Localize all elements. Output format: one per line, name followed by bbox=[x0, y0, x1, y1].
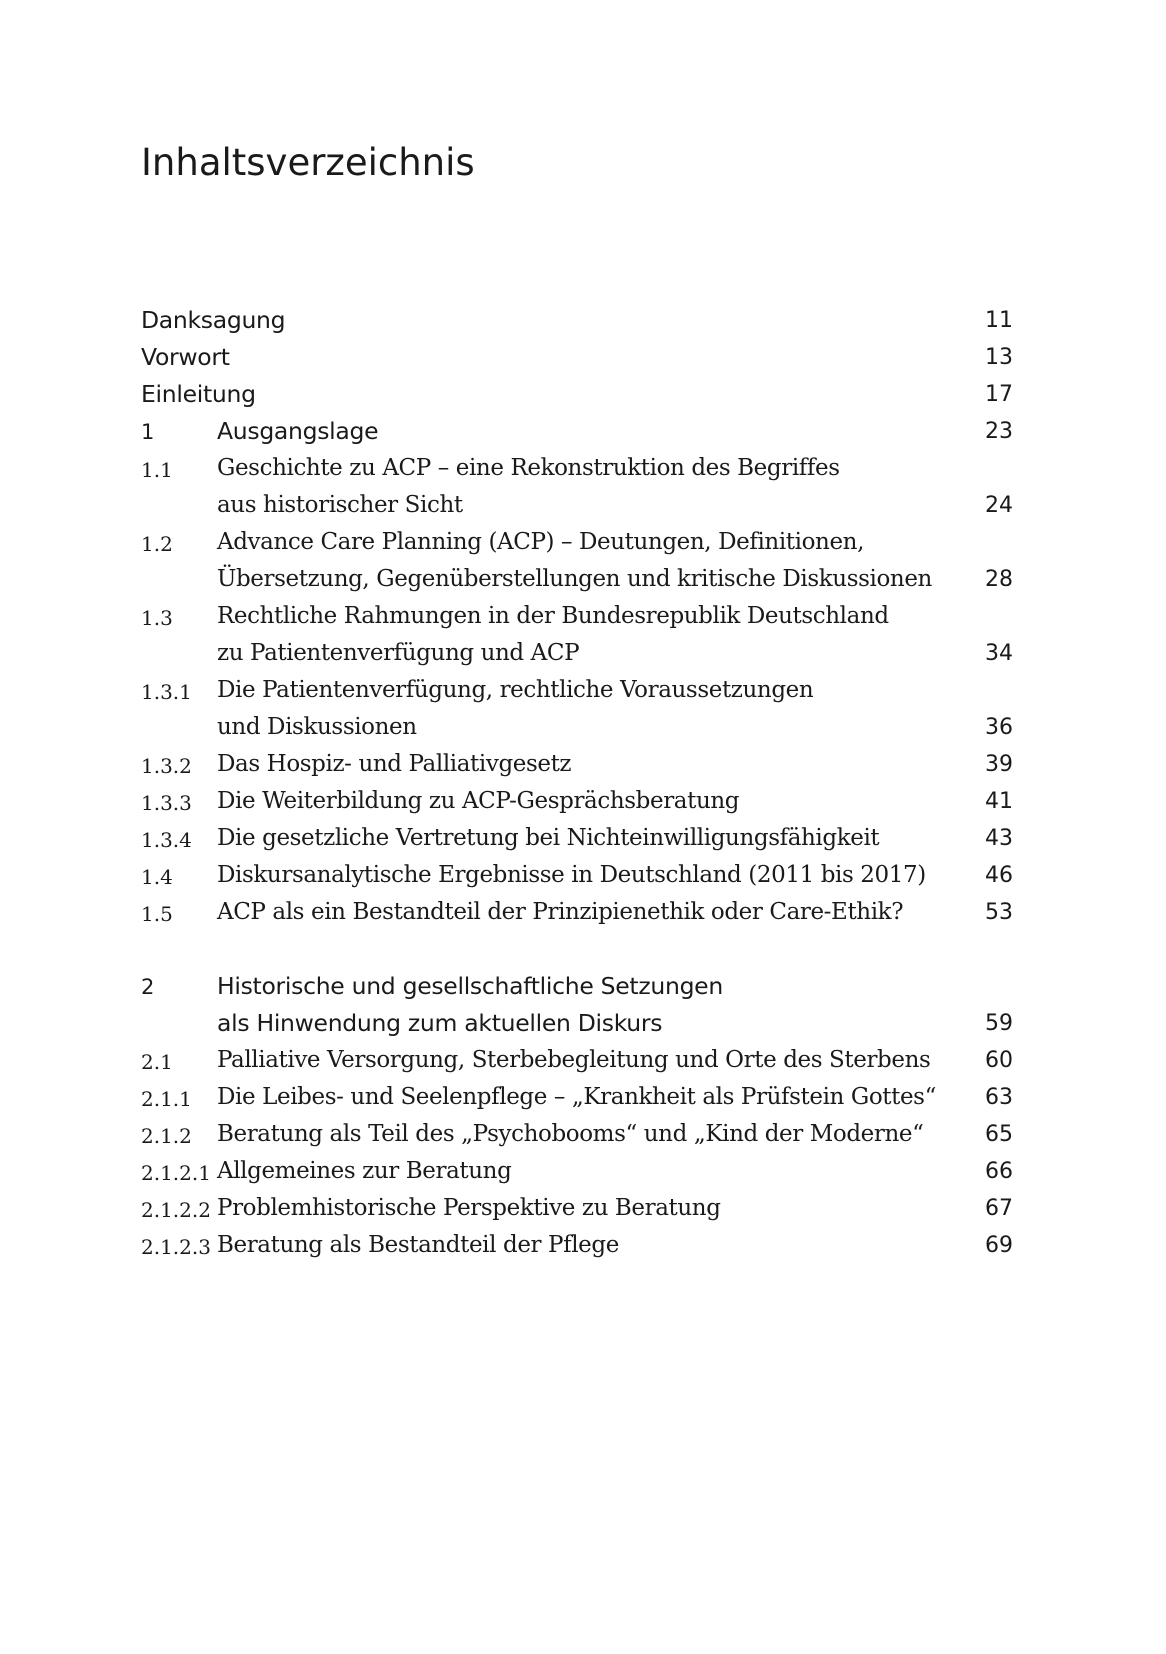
toc-entry-1-3[interactable] bbox=[141, 598, 1013, 672]
toc-entry-number: 2.1.1 bbox=[141, 1087, 192, 1111]
toc-entry-1-3-4[interactable] bbox=[141, 820, 1013, 857]
toc-entry-einleitung[interactable] bbox=[141, 376, 1013, 413]
toc-entry-title: Das Hospiz- und Palliativgesetz bbox=[217, 751, 572, 777]
toc-entry-number: 2 bbox=[141, 975, 155, 999]
toc-entry-1-1[interactable] bbox=[141, 450, 1013, 524]
toc-entry-number: 1.3 bbox=[141, 606, 173, 630]
toc-entry-title: Geschichte zu ACP – eine Rekonstruktion des Begriffes aus historischer Sicht bbox=[217, 455, 840, 518]
toc-entry-title: Die gesetzliche Vertretung bei Nichteinwilligungsfähigkeit bbox=[217, 825, 880, 851]
toc-entry-title: Beratung als Teil des „Psychobooms“ und „Kind der Moderne“ bbox=[217, 1121, 924, 1147]
toc-entry-page: 63 bbox=[985, 1085, 1013, 1110]
toc-entry-number: 1.5 bbox=[141, 902, 173, 926]
toc-entry-1-3-2[interactable] bbox=[141, 746, 1013, 783]
toc-entry-page: 34 bbox=[985, 641, 1013, 666]
toc-entry-2-1-2-3[interactable] bbox=[141, 1227, 1013, 1264]
toc-entry-title: Die Weiterbildung zu ACP-Gesprächsberatung bbox=[217, 788, 740, 814]
toc-entry-title: Ausgangslage bbox=[217, 417, 379, 445]
toc-entry-title: Diskursanalytische Ergebnisse in Deutschland (2011 bis 2017) bbox=[217, 862, 926, 888]
toc-entry-title: Einleitung bbox=[141, 380, 256, 408]
toc-entry-number: 1.3.4 bbox=[141, 828, 192, 852]
toc-entry-number: 1.4 bbox=[141, 865, 173, 889]
toc-entry-page: 43 bbox=[985, 826, 1013, 851]
table-of-contents bbox=[141, 302, 1013, 1264]
toc-entry-vorwort[interactable] bbox=[141, 339, 1013, 376]
toc-entry-page: 60 bbox=[985, 1048, 1013, 1073]
toc-entry-number: 1.2 bbox=[141, 532, 173, 556]
toc-entry-2-1[interactable] bbox=[141, 1042, 1013, 1079]
toc-entry-page: 17 bbox=[985, 382, 1013, 407]
toc-entry-title: Beratung als Bestandteil der Pflege bbox=[217, 1232, 619, 1258]
toc-entry-title: Die Leibes- und Seelenpflege – „Krankheit als Prüfstein Gottes“ bbox=[217, 1084, 936, 1110]
toc-entry-page: 13 bbox=[985, 345, 1013, 370]
toc-entry-number: 2.1.2 bbox=[141, 1124, 192, 1148]
toc-entry-page: 36 bbox=[985, 715, 1013, 740]
toc-entry-page: 23 bbox=[985, 419, 1013, 444]
toc-entry-page: 24 bbox=[985, 493, 1013, 518]
toc-entry-page: 69 bbox=[985, 1233, 1013, 1258]
toc-entry-number: 2.1 bbox=[141, 1050, 173, 1074]
toc-entry-2-1-2-2[interactable] bbox=[141, 1190, 1013, 1227]
toc-entry-2-1-2-1[interactable] bbox=[141, 1153, 1013, 1190]
toc-entry-1-4[interactable] bbox=[141, 857, 1013, 894]
toc-entry-page: 66 bbox=[985, 1159, 1013, 1184]
toc-entry-number: 2.1.2.2 bbox=[141, 1198, 211, 1222]
toc-entry-page: 59 bbox=[985, 1011, 1013, 1036]
toc-entry-title: Palliative Versorgung, Sterbebegleitung und Orte des Sterbens bbox=[217, 1047, 931, 1073]
toc-entry-page: 67 bbox=[985, 1196, 1013, 1221]
toc-entry-number: 1.3.2 bbox=[141, 754, 192, 778]
toc-entry-1-5[interactable] bbox=[141, 894, 1013, 931]
toc-entry-1-3-3[interactable] bbox=[141, 783, 1013, 820]
toc-entry-chapter-2[interactable] bbox=[141, 968, 1013, 1042]
toc-entry-number: 2.1.2.3 bbox=[141, 1235, 211, 1259]
toc-entry-1-2[interactable] bbox=[141, 524, 1013, 598]
toc-entry-title: Rechtliche Rahmungen in der Bundesrepublik Deutschland zu Patientenverfügung und ACP bbox=[217, 603, 889, 666]
toc-entry-1-3-1[interactable] bbox=[141, 672, 1013, 746]
toc-entry-number: 1.1 bbox=[141, 458, 173, 482]
toc-entry-page: 41 bbox=[985, 789, 1013, 814]
toc-entry-number: 1.3.1 bbox=[141, 680, 192, 704]
page-title: Inhaltsverzeichnis bbox=[141, 141, 475, 184]
toc-entry-number: 1.3.3 bbox=[141, 791, 192, 815]
toc-entry-chapter-1[interactable] bbox=[141, 413, 1013, 450]
toc-entry-title: ACP als ein Bestandteil der Prinzipienethik oder Care-Ethik? bbox=[217, 899, 904, 925]
toc-entry-page: 46 bbox=[985, 863, 1013, 888]
toc-entry-number: 1 bbox=[141, 420, 155, 444]
toc-entry-title: Danksagung bbox=[141, 306, 286, 334]
toc-entry-page: 53 bbox=[985, 900, 1013, 925]
toc-entry-page: 65 bbox=[985, 1122, 1013, 1147]
toc-entry-title: Historische und gesellschaftliche Setzungen als Hinwendung zum aktuellen Diskurs bbox=[217, 972, 723, 1037]
toc-entry-title: Advance Care Planning (ACP) – Deutungen, Definitionen, Übersetzung, Gegenüberstellungen und kritische Diskussionen bbox=[217, 529, 932, 592]
toc-entry-page: 39 bbox=[985, 752, 1013, 777]
toc-entry-2-1-2[interactable] bbox=[141, 1116, 1013, 1153]
toc-entry-number: 2.1.2.1 bbox=[141, 1161, 211, 1185]
toc-entry-page: 11 bbox=[985, 308, 1013, 333]
toc-entry-danksagung[interactable] bbox=[141, 302, 1013, 339]
toc-entry-title: Vorwort bbox=[141, 343, 230, 371]
toc-entry-title: Die Patientenverfügung, rechtliche Voraussetzungen und Diskussionen bbox=[217, 677, 814, 740]
toc-entry-page: 28 bbox=[985, 567, 1013, 592]
toc-entry-title: Allgemeines zur Beratung bbox=[217, 1158, 512, 1184]
toc-entry-title: Problemhistorische Perspektive zu Beratung bbox=[217, 1195, 721, 1221]
toc-entry-2-1-1[interactable] bbox=[141, 1079, 1013, 1116]
